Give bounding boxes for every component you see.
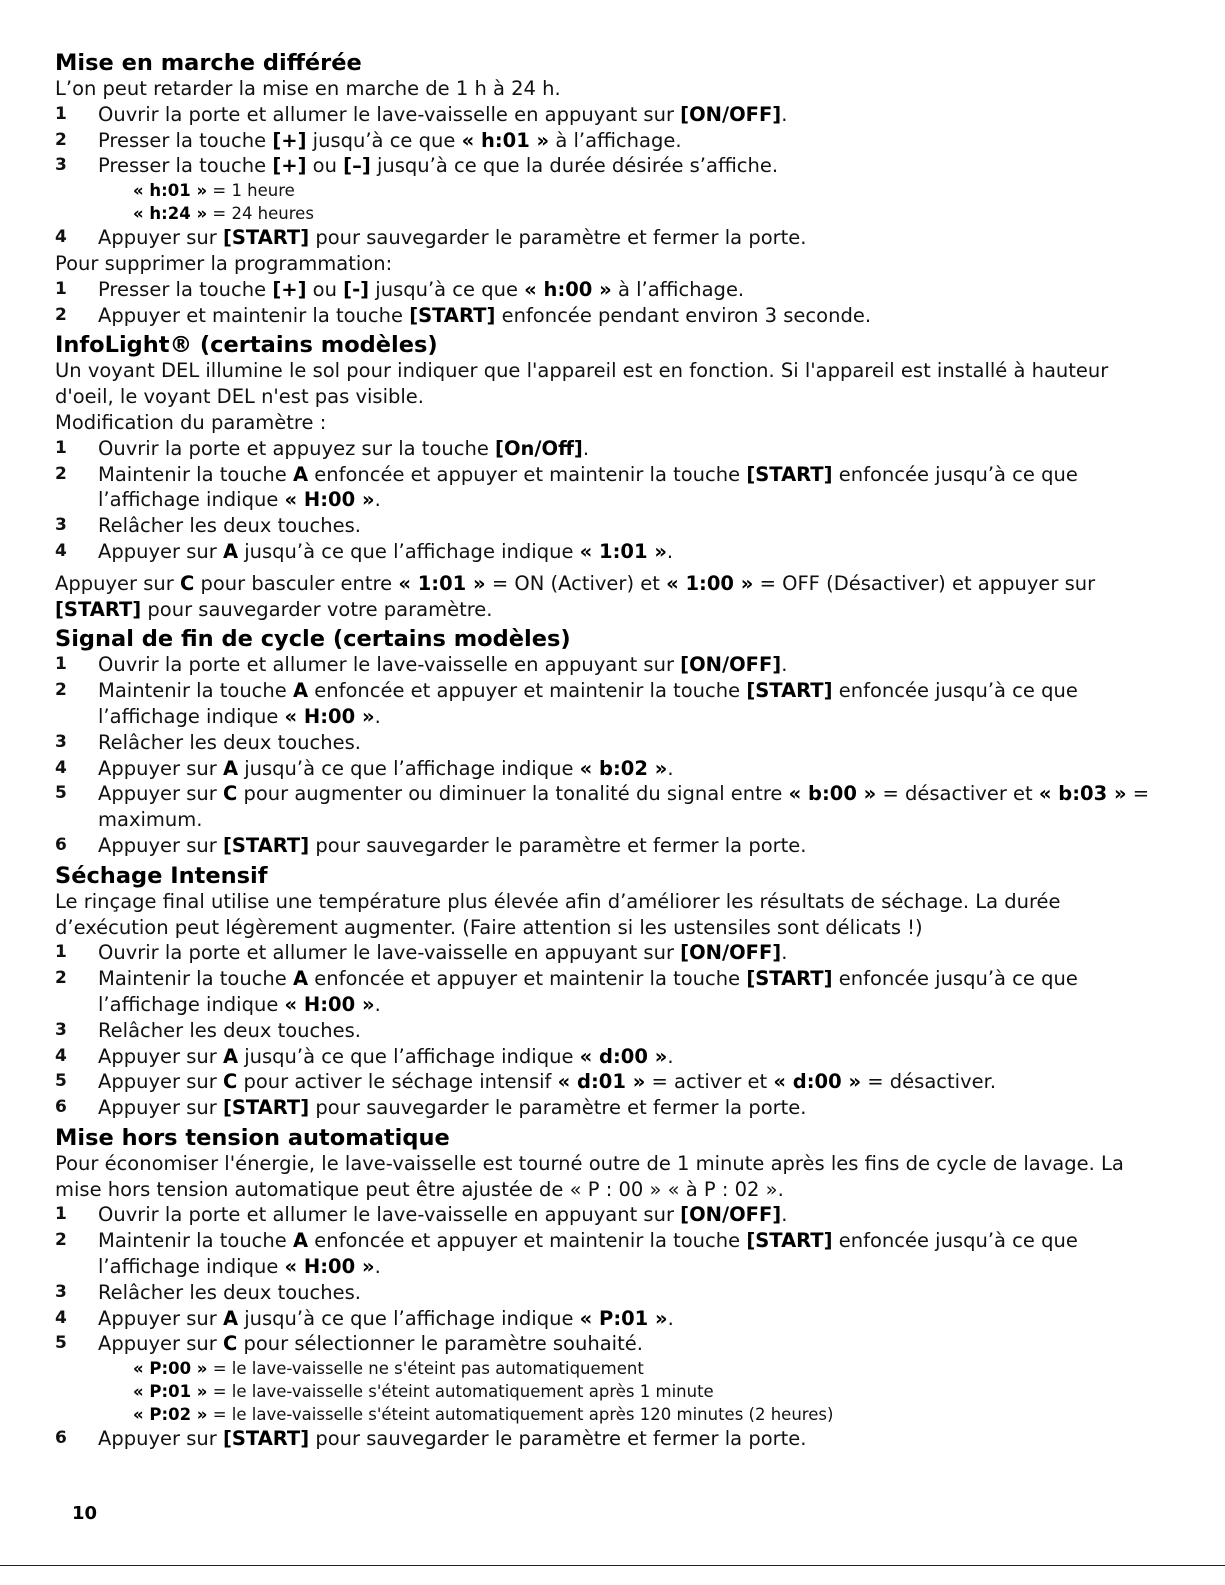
step-text [98, 1202, 1160, 1228]
step-number: 3 [55, 731, 67, 752]
step-item [55, 1228, 1160, 1280]
text-run: Appuyer et maintenir la touche [98, 303, 410, 327]
section-heading: Signal de fin de cycle (certains modèles) [55, 626, 571, 653]
text-run: pour sauvegarder le paramètre et fermer la porte. [309, 1096, 807, 1120]
step-number: 4 [55, 227, 67, 248]
step-item [55, 1426, 1160, 1452]
step-item [55, 539, 1160, 565]
text-run: Appuyer sur [55, 571, 180, 595]
text-run: Appuyer sur [98, 539, 223, 563]
intro-paragraph: Pour économiser l'énergie, le lave-vaisselle est tourné outre de 1 minute après les fins de cycle de lavage. La mise hors tension automatique peut être ajustée de « P : 00 » « à P : 02 ». [55, 1151, 1124, 1201]
step-text [98, 940, 1160, 966]
step-text [98, 277, 1160, 303]
step-text [98, 756, 1160, 782]
text-run: Appuyer sur [98, 1306, 223, 1330]
step-item [55, 756, 1160, 782]
page-bottom-rule [0, 1565, 1225, 1566]
bold-run: A [292, 679, 309, 703]
step-text [98, 833, 1160, 859]
text-run: Relâcher les deux touches. [98, 1280, 361, 1304]
step-text [98, 1280, 1160, 1306]
text-run: Ouvrir la porte et appuyez sur la touche [98, 436, 496, 460]
bold-run: [+] [272, 128, 307, 152]
text-run: pour sauvegarder le paramètre et fermer la porte. [309, 833, 807, 857]
bold-run: [START] [746, 1229, 833, 1253]
text-run: pour sauvegarder votre paramètre. [141, 597, 493, 621]
bold-run: « h:24 » [133, 204, 208, 224]
bold-run: « h:00 » [524, 277, 612, 301]
text-run: Appuyer sur [98, 1427, 223, 1451]
section [55, 1125, 1160, 1452]
bold-run: « h:01 » [461, 128, 550, 152]
text-run: à l’affichage. [549, 128, 682, 152]
step-item [55, 966, 1160, 1018]
step-text [98, 1069, 1160, 1095]
text-run: Ouvrir la porte et allumer le lave-vaisselle en appuyant sur [98, 1203, 681, 1227]
text-run: = 24 heures [207, 204, 314, 224]
text-run: jusqu’à ce que l’affichage indique [238, 756, 580, 780]
text-run: . [374, 704, 381, 728]
step-text [98, 1228, 1160, 1280]
step-text [98, 1095, 1160, 1121]
section-heading: InfoLight® (certains modèles) [55, 332, 438, 359]
step-number: 1 [55, 103, 67, 124]
step-text [98, 966, 1160, 1018]
bold-run: « d:00 » [773, 1070, 862, 1094]
bold-run: [START] [222, 833, 310, 857]
text-run: enfoncée et appuyer et maintenir la touche [308, 1229, 747, 1253]
text-run: Appuyer sur [98, 1044, 223, 1068]
bold-run: [START] [746, 462, 833, 486]
step-text [98, 652, 1160, 678]
text-run: Presser la touche [98, 128, 273, 152]
bold-run: « 1:01 » [579, 539, 667, 563]
step-text [98, 1306, 1160, 1332]
text-run: = 1 heure [207, 181, 295, 201]
text-run: enfoncée et appuyer et maintenir la touche [308, 679, 747, 703]
bold-run: [ON/OFF] [680, 941, 782, 965]
text-run: à l’affichage. [611, 277, 745, 301]
step-text [98, 462, 1160, 514]
bold-run: A [222, 756, 239, 780]
text-run: enfoncée pendant environ 3 seconde. [495, 303, 872, 327]
text-run: = désactiver et [876, 782, 1039, 806]
bold-run: « P:02 » [133, 1405, 208, 1425]
text-run: . [667, 756, 674, 780]
step-number: 2 [55, 680, 67, 701]
text-run: . [781, 102, 788, 126]
step-item [55, 277, 1160, 303]
bold-run: [START] [746, 967, 833, 991]
step-number: 2 [55, 968, 67, 989]
section [55, 626, 1160, 858]
text-run: pour sauvegarder le paramètre et fermer la porte. [309, 226, 807, 250]
text-run: jusqu’à ce que la durée désirée s’affiche. [370, 154, 779, 178]
text-run: enfoncée jusqu’à ce que l’affichage indique [98, 967, 1078, 1016]
step-item [55, 128, 1160, 154]
step-number: 4 [55, 1045, 67, 1066]
step-item [55, 1018, 1160, 1044]
text-run: Ouvrir la porte et allumer le lave-vaisselle en appuyant sur [98, 941, 681, 965]
text-run: jusqu’à ce que l’affichage indique [238, 1306, 580, 1330]
step-number: 2 [55, 304, 67, 325]
step-text [98, 153, 1160, 179]
bold-run: « 1:01 » [398, 571, 486, 595]
bold-run: [ON/OFF] [680, 102, 782, 126]
text-run: . [666, 539, 674, 563]
text-run: Appuyer sur [98, 1070, 223, 1094]
bold-run: « H:00 » [284, 1255, 375, 1279]
text-run: = le lave-vaisselle ne s'éteint pas automatiquement [207, 1359, 644, 1379]
step-number: 4 [55, 540, 67, 561]
text-run: jusqu’à ce que [306, 128, 462, 152]
text-run: = le lave-vaisselle s'éteint automatiquement après 120 minutes (2 heures) [207, 1405, 834, 1425]
text-run: jusqu’à ce que l’affichage indique [238, 1044, 580, 1068]
bold-run: C [179, 571, 195, 595]
step-item [55, 833, 1160, 859]
step-item [55, 1280, 1160, 1306]
step-text [98, 781, 1160, 833]
bold-run: [START] [746, 679, 833, 703]
step-text [98, 128, 1160, 154]
text-run: enfoncée jusqu’à ce que l’affichage indique [98, 1229, 1078, 1279]
text-run: enfoncée et appuyer et maintenir la touche [308, 967, 747, 991]
bold-run: [START] [222, 1427, 310, 1451]
step-number: 3 [55, 1281, 67, 1302]
text-run: pour sauvegarder le paramètre et fermer la porte. [309, 1427, 807, 1451]
text-run: Appuyer sur [98, 1096, 223, 1120]
text-run: pour augmenter ou diminuer la tonalité du signal entre [237, 782, 789, 806]
bold-run: « b:02 » [579, 756, 668, 780]
step-text [98, 730, 1160, 756]
text-run: Maintenir la touche [98, 679, 293, 703]
step-number: 5 [55, 1071, 67, 1092]
step-item [55, 781, 1160, 833]
text-run: Appuyer sur [98, 1332, 223, 1356]
text-run: . [781, 941, 788, 965]
step-item [55, 102, 1160, 128]
step-number: 3 [55, 1019, 67, 1040]
text-run: Pour supprimer la programmation: [55, 251, 393, 275]
text-run: . [667, 1044, 674, 1068]
text-run: Maintenir la touche [98, 1229, 293, 1253]
text-run: . [781, 1203, 788, 1227]
step-item [55, 1095, 1160, 1121]
text-run: = maximum. [98, 782, 1150, 832]
text-run: . [582, 436, 590, 460]
step-item [55, 462, 1160, 514]
bold-run: « H:00 » [284, 704, 375, 728]
step-text [98, 1426, 1160, 1452]
bold-run: C [222, 782, 238, 806]
bold-run: « b:00 » [788, 782, 877, 806]
text-run: . [781, 653, 788, 677]
text-run: ou [306, 277, 344, 301]
step-text [98, 1018, 1160, 1044]
step-item [55, 1331, 1160, 1357]
intro-paragraph: Le rinçage final utilise une température plus élevée afin d’améliorer les résultats de séchage. La durée d’exécution peut légèrement augmenter. (Faire attention si les ustensiles sont délicats !) [55, 889, 1061, 939]
text-run: Maintenir la touche [98, 462, 293, 486]
text-run: enfoncée et appuyer et maintenir la touche [308, 462, 747, 486]
value-line [55, 179, 1160, 202]
text-run: Appuyer sur [98, 782, 223, 806]
bold-run: « H:00 » [284, 488, 375, 512]
step-text [98, 1044, 1160, 1070]
bold-run: A [292, 462, 309, 486]
text-run: pour basculer entre [194, 571, 399, 595]
step-item [55, 1069, 1160, 1095]
text-run: . [667, 1306, 674, 1330]
bold-run: [+] [272, 154, 307, 178]
section-heading: Séchage Intensif [55, 862, 268, 889]
text-run: . [374, 1255, 381, 1279]
bold-run: A [222, 539, 239, 563]
bold-run: [-] [343, 277, 370, 301]
intro-paragraph: Un voyant DEL illumine le sol pour indiquer que l'appareil est en fonction. Si l'appareil est installé à hauteur d'oeil, le voyant DEL n'est pas visible. [55, 359, 1109, 409]
intro-paragraph: Modification du paramètre : [55, 410, 327, 434]
text-run: jusqu’à ce que l’affichage indique [238, 539, 580, 563]
step-item [55, 730, 1160, 756]
text-run: . [374, 488, 381, 512]
step-number: 3 [55, 515, 67, 536]
text-run: Relâcher les deux touches. [98, 514, 361, 538]
bold-run: C [222, 1332, 238, 1356]
section [55, 50, 1160, 328]
step-item [55, 1202, 1160, 1228]
step-text [98, 539, 1160, 565]
text-run: Relâcher les deux touches. [98, 730, 361, 754]
step-item [55, 513, 1160, 539]
step-number: 3 [55, 155, 67, 176]
step-text [98, 513, 1160, 539]
step-text [98, 102, 1160, 128]
step-text [98, 678, 1160, 730]
text-run: pour sélectionner le paramètre souhaité. [237, 1332, 643, 1356]
step-number: 2 [55, 129, 67, 150]
step-number: 1 [55, 278, 67, 299]
bold-run: [ON/OFF] [680, 1203, 782, 1227]
text-run: = ON (Activer) et [485, 571, 667, 595]
bold-run: C [222, 1070, 238, 1094]
value-line [55, 1357, 1160, 1380]
bold-run: [START] [55, 597, 142, 621]
text-run: Appuyer sur [98, 833, 223, 857]
text-run: Presser la touche [98, 154, 273, 178]
step-text [98, 436, 1160, 462]
bold-run: « d:00 » [579, 1044, 668, 1068]
bold-run: « P:01 » [579, 1306, 668, 1330]
bold-run: A [222, 1306, 239, 1330]
bold-run: [START] [222, 226, 310, 250]
step-number: 2 [55, 1230, 67, 1251]
text-run: jusqu’à ce que [369, 277, 525, 301]
text-run: Ouvrir la porte et allumer le lave-vaisselle en appuyant sur [98, 102, 681, 126]
step-item [55, 153, 1160, 179]
text-run: Appuyer sur [98, 756, 223, 780]
page-number: 10 [72, 1503, 98, 1524]
step-number: 1 [55, 437, 67, 458]
step-number: 5 [55, 1333, 67, 1354]
text-run: . [374, 992, 381, 1016]
step-number: 4 [55, 757, 67, 778]
text-run: Relâcher les deux touches. [98, 1018, 361, 1042]
text-run: pour activer le séchage intensif [237, 1070, 558, 1094]
step-item [55, 1044, 1160, 1070]
step-number: 1 [55, 654, 67, 675]
text-run: Appuyer sur [98, 226, 223, 250]
step-item [55, 678, 1160, 730]
bold-run: « d:01 » [557, 1070, 646, 1094]
bold-run: A [292, 967, 309, 991]
step-number: 6 [55, 834, 67, 855]
bold-run: « P:01 » [133, 1382, 208, 1402]
section [55, 863, 1160, 1121]
step-number: 1 [55, 1204, 67, 1225]
bold-run: « h:01 » [133, 181, 208, 201]
text-run: = désactiver. [861, 1070, 997, 1094]
step-number: 6 [55, 1097, 67, 1118]
intro-paragraph: L’on peut retarder la mise en marche de 1 h à 24 h. [55, 77, 561, 100]
bold-run: [+] [272, 277, 307, 301]
text-run: Maintenir la touche [98, 967, 293, 991]
step-number: 1 [55, 942, 67, 963]
bold-run: « H:00 » [284, 992, 375, 1016]
text-run: Ouvrir la porte et allumer le lave-vaisselle en appuyant sur [98, 653, 681, 677]
subheading-line [55, 251, 1160, 277]
step-number: 4 [55, 1307, 67, 1328]
step-number: 2 [55, 463, 67, 484]
bold-run: [START] [409, 303, 496, 327]
step-item [55, 225, 1160, 251]
value-line [55, 202, 1160, 225]
bold-run: « P:00 » [133, 1359, 208, 1379]
section-heading: Mise hors tension automatique [55, 1124, 450, 1151]
text-run: enfoncée jusqu’à ce que l’affichage indique [98, 679, 1078, 728]
step-text [98, 303, 1160, 329]
step-number: 5 [55, 783, 67, 804]
section-heading: Mise en marche différée [55, 50, 362, 76]
text-run: ou [306, 154, 344, 178]
text-run: = OFF (Désactiver) et appuyer sur [753, 571, 1096, 595]
section [55, 332, 1160, 622]
value-line [55, 1403, 1160, 1426]
text-run: = activer et [645, 1070, 774, 1094]
bold-run: « 1:00 » [666, 571, 754, 595]
value-line [55, 1380, 1160, 1403]
text-run: = le lave-vaisselle s'éteint automatiquement après 1 minute [207, 1382, 714, 1402]
document-body [55, 50, 1160, 1452]
bold-run: A [222, 1044, 239, 1068]
step-text [98, 225, 1160, 251]
bold-run: [–] [343, 154, 371, 178]
step-item [55, 436, 1160, 462]
step-text [98, 1331, 1160, 1357]
bold-run: « b:03 » [1038, 782, 1127, 806]
step-item [55, 1306, 1160, 1332]
bold-run: [ON/OFF] [680, 653, 782, 677]
text-run: enfoncée jusqu’à ce que l’affichage indique [98, 462, 1078, 512]
bold-run: A [292, 1229, 309, 1253]
note-paragraph [55, 571, 1160, 623]
step-item [55, 940, 1160, 966]
text-run: Presser la touche [98, 277, 273, 301]
bold-run: [START] [222, 1096, 310, 1120]
step-item [55, 303, 1160, 329]
step-item [55, 652, 1160, 678]
bold-run: [On/Off] [495, 436, 583, 460]
step-number: 6 [55, 1428, 67, 1449]
